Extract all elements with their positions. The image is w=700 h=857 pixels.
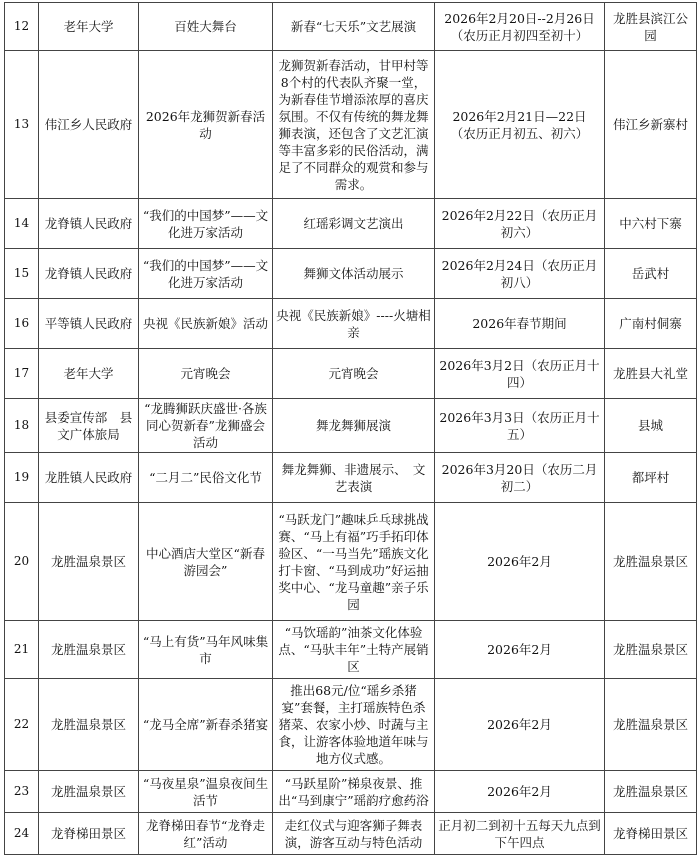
location-cell: 都坪村 [605,453,697,503]
content-cell: 央视《民族新娘》----火塘相亲 [273,299,435,349]
organizer-cell: 平等镇人民政府 [39,299,139,349]
organizer-cell: 龙胜温泉景区 [39,503,139,621]
location-cell: 龙胜县滨江公园 [605,3,697,51]
time-cell: 正月初二到初十五每天九点到下午四点 [435,813,605,855]
time-cell: 2026年2月 [435,679,605,771]
row-number-cell: 16 [5,299,39,349]
time-cell: 2026年2月20日--2月26日（农历正月初四至初十） [435,3,605,51]
location-cell: 岳武村 [605,249,697,299]
table-row [5,3,697,51]
table-row [5,249,697,299]
organizer-cell: 老年大学 [39,3,139,51]
content-cell: 红瑶彩调文艺演出 [273,199,435,249]
row-number-cell: 18 [5,399,39,453]
time-cell: 2026年2月 [435,771,605,813]
content-cell: 龙狮贺新春活动，甘甲村等8个村的代表队齐聚一堂，为新春佳节增添浓厚的喜庆氛围。不仅有传统的舞龙舞狮表演，还包含了文艺汇演等丰富多彩的民俗活动，满足了不同群众的观赏和参与需求。 [273,51,435,199]
table-row [5,399,697,453]
location-cell: 龙胜温泉景区 [605,621,697,679]
location-cell: 龙脊梯田景区 [605,813,697,855]
table-row [5,453,697,503]
activity-table [4,2,697,855]
row-number-cell: 20 [5,503,39,621]
content-cell: 舞狮文体活动展示 [273,249,435,299]
content-cell: “马跃星阶”梯泉夜景、推出“马到康宁”瑶韵疗愈药浴 [273,771,435,813]
content-cell: 舞龙舞狮展演 [273,399,435,453]
organizer-cell: 伟江乡人民政府 [39,51,139,199]
time-cell: 2026年2月24日（农历正月初八） [435,249,605,299]
table-row [5,199,697,249]
row-number-cell: 21 [5,621,39,679]
content-cell: 走红仪式与迎客狮子舞表演，游客互动与特色活动 [273,813,435,855]
organizer-cell: 龙胜温泉景区 [39,621,139,679]
row-number-cell: 12 [5,3,39,51]
time-cell: 2026年3月2日（农历正月十四） [435,349,605,399]
row-number-cell: 13 [5,51,39,199]
location-cell: 龙胜温泉景区 [605,503,697,621]
location-cell: 广南村侗寨 [605,299,697,349]
activity-name-cell: 龙脊梯田春节“龙脊走红”活动 [139,813,273,855]
location-cell: 龙胜温泉景区 [605,679,697,771]
row-number-cell: 15 [5,249,39,299]
location-cell: 龙胜县大礼堂 [605,349,697,399]
table-row [5,299,697,349]
location-cell: 中六村下寨 [605,199,697,249]
location-cell: 龙胜温泉景区 [605,771,697,813]
row-number-cell: 14 [5,199,39,249]
activity-name-cell: 百姓大舞台 [139,3,273,51]
table-row [5,621,697,679]
activity-name-cell: 元宵晚会 [139,349,273,399]
content-cell: 元宵晚会 [273,349,435,399]
activity-name-cell: “龙腾狮跃庆盛世·各族同心贺新春”龙狮盛会活动 [139,399,273,453]
activity-name-cell: “马上有货”马年风味集市 [139,621,273,679]
organizer-cell: 龙胜镇人民政府 [39,453,139,503]
time-cell: 2026年2月22日（农历正月初六） [435,199,605,249]
row-number-cell: 17 [5,349,39,399]
content-cell: 推出68元/位“瑶乡杀猪宴”套餐，主打瑶族特色杀猪菜、农家小炒、时蔬与主食，让游客体验地道年味与地方仪式感。 [273,679,435,771]
organizer-cell: 龙胜温泉景区 [39,771,139,813]
time-cell: 2026年2月 [435,621,605,679]
content-cell: 新春“七天乐”文艺展演 [273,3,435,51]
organizer-cell: 龙脊镇人民政府 [39,249,139,299]
location-cell: 伟江乡新寨村 [605,51,697,199]
row-number-cell: 22 [5,679,39,771]
activity-name-cell: “我们的中国梦”——文化进万家活动 [139,199,273,249]
time-cell: 2026年2月 [435,503,605,621]
time-cell: 2026年2月21日—22日 （农历正月初五、初六） [435,51,605,199]
organizer-cell: 县委宣传部 县文广体旅局 [39,399,139,453]
content-cell: 舞龙舞狮、非遗展示、 文艺表演 [273,453,435,503]
table-row [5,503,697,621]
organizer-cell: 龙胜温泉景区 [39,679,139,771]
row-number-cell: 19 [5,453,39,503]
table-row [5,771,697,813]
time-cell: 2026年春节期间 [435,299,605,349]
time-cell: 2026年3月20日（农历二月初二） [435,453,605,503]
table-row [5,813,697,855]
content-cell: “马跃龙门”趣味乒乓球挑战赛、“马上有福”巧手拓印体验区、“一马当先”瑶族文化打卡窗、“马到成功”好运抽奖中心、“龙马童趣”亲子乐园 [273,503,435,621]
table-row [5,51,697,199]
activity-name-cell: 中心酒店大堂区“新春游园会” [139,503,273,621]
organizer-cell: 老年大学 [39,349,139,399]
location-cell: 县城 [605,399,697,453]
activity-table-body [5,3,697,855]
activity-name-cell: 央视《民族新娘》活动 [139,299,273,349]
row-number-cell: 24 [5,813,39,855]
table-row [5,349,697,399]
activity-name-cell: “龙马全席”新春杀猪宴 [139,679,273,771]
time-cell: 2026年3月3日（农历正月十五） [435,399,605,453]
organizer-cell: 龙脊梯田景区 [39,813,139,855]
activity-name-cell: “我们的中国梦”——文化进万家活动 [139,249,273,299]
content-cell: “马饮瑶韵”油茶文化体验点、“马驮丰年”土特产展销区 [273,621,435,679]
table-row [5,679,697,771]
organizer-cell: 龙脊镇人民政府 [39,199,139,249]
row-number-cell: 23 [5,771,39,813]
activity-name-cell: “二月二”民俗文化节 [139,453,273,503]
activity-name-cell: 2026年龙狮贺新春活动 [139,51,273,199]
activity-name-cell: “马夜星泉”温泉夜间生活节 [139,771,273,813]
